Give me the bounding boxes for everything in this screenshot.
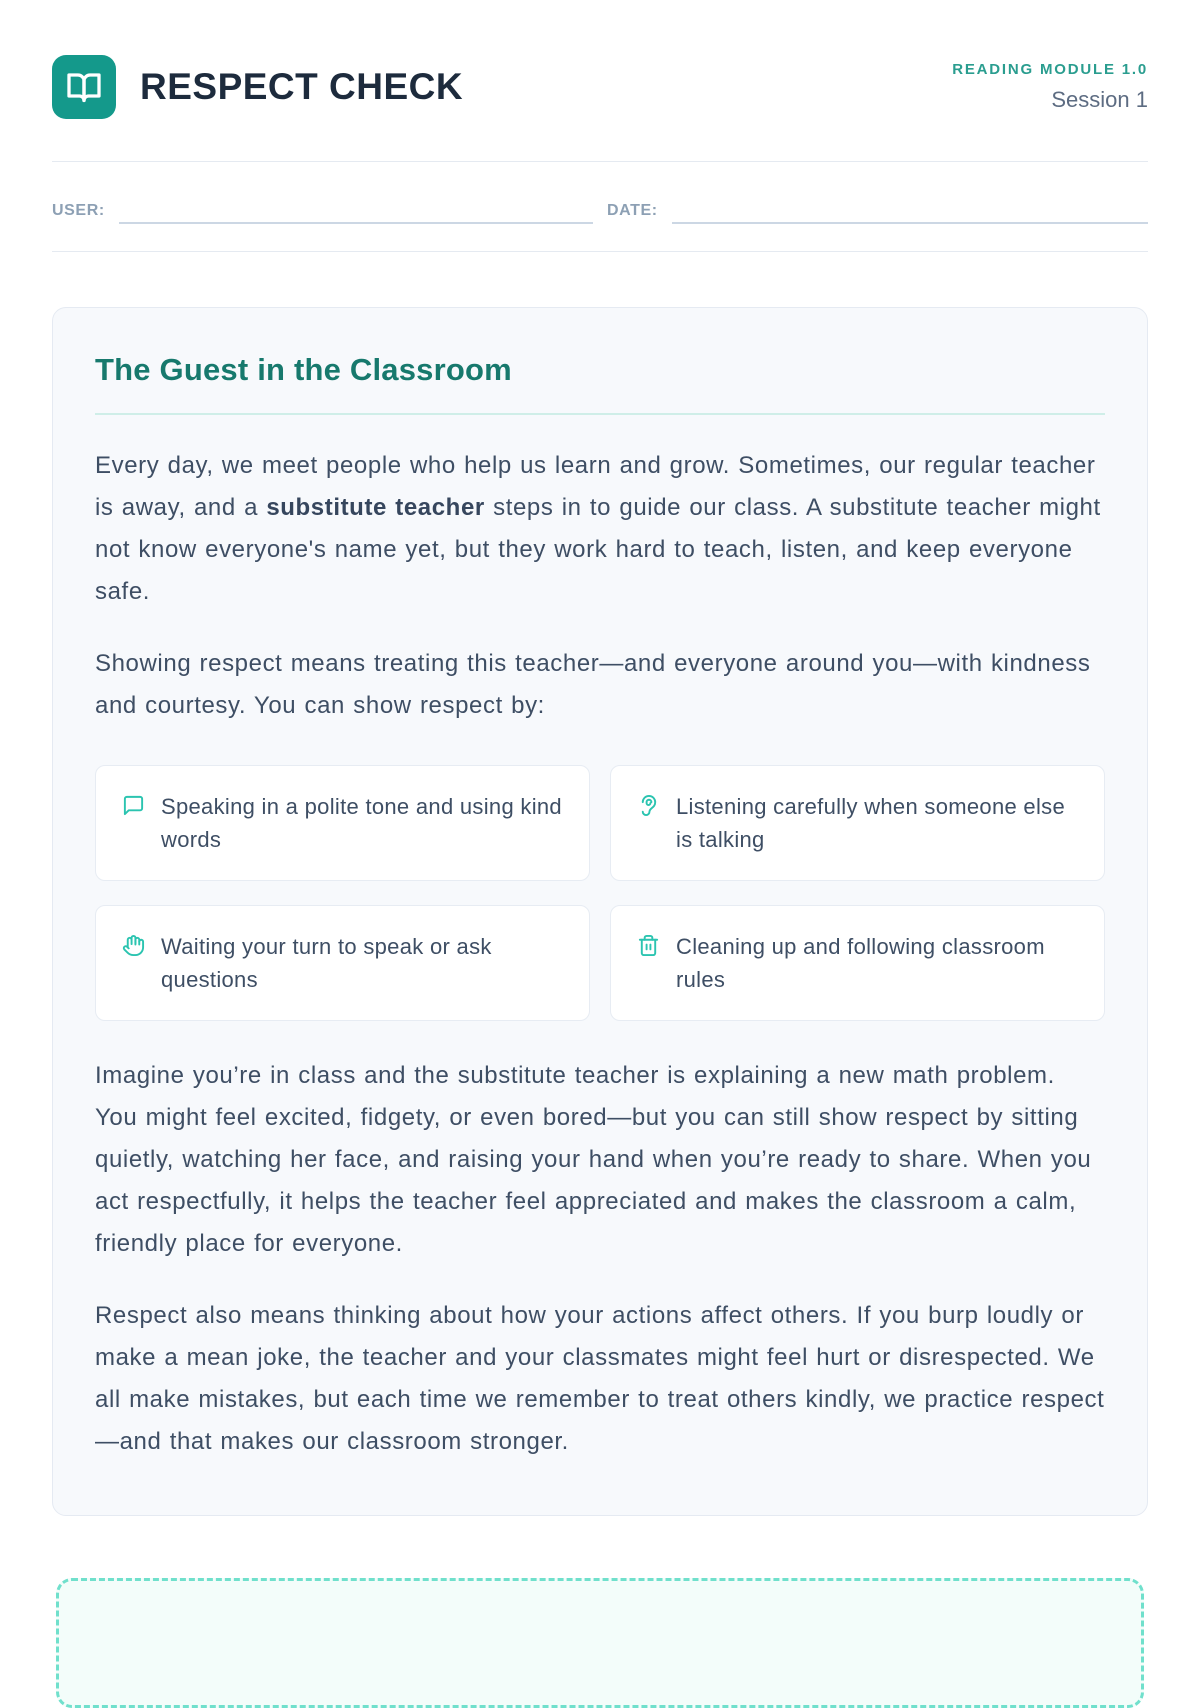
passage-paragraph-2: Showing respect means treating this teacher—and everyone around you—with kindness and courtesy. You can show respect by: <box>95 650 1091 719</box>
tip-card-waiting <box>95 905 590 1021</box>
tip-card-speaking <box>95 765 590 881</box>
header-divider <box>52 161 1148 162</box>
respect-tips-grid <box>95 765 1105 1021</box>
user-input-line[interactable] <box>119 196 593 224</box>
date-field <box>607 196 1148 224</box>
raised-hand-icon <box>122 934 145 957</box>
user-label: USER: <box>52 202 105 219</box>
reading-passage-card <box>52 307 1148 1516</box>
tip-text: Speaking in a polite tone and using kind words <box>161 794 562 852</box>
header <box>52 55 1148 119</box>
session-label: Session 1 <box>1051 87 1148 112</box>
app-title: RESPECT CHECK <box>140 66 464 107</box>
trash-icon <box>637 934 660 957</box>
logo-row <box>52 55 463 119</box>
header-meta <box>952 61 1148 113</box>
passage-paragraph-3: Imagine you’re in class and the substitute teacher is explaining a new math problem. You might feel excited, fidgety, or even bored—but you can still show respect by sitting quietly, watching her face, and raising your hand when you’re ready to share. When you act respectfully, it helps the teacher feel appreciated and makes the classroom a calm, friendly place for everyone. <box>95 1062 1092 1257</box>
speech-bubble-icon <box>122 794 145 817</box>
bold-term: substitute teacher <box>266 494 485 521</box>
passage-paragraph-4: Respect also means thinking about how your actions affect others. If you burp loudly or make a mean joke, the teacher and your classmates might feel hurt or disrespected. We all make mistakes, but each time we remember to treat others kindly, we practice respect—and that makes our classroom stronger. <box>95 1302 1105 1455</box>
meta-divider <box>52 251 1148 252</box>
answer-box[interactable] <box>56 1578 1144 1708</box>
user-field <box>52 196 593 224</box>
tip-text: Listening carefully when someone else is talking <box>676 794 1065 852</box>
app-logo <box>52 55 116 119</box>
module-label: READING MODULE 1.0 <box>952 61 1148 78</box>
date-label: DATE: <box>607 202 658 219</box>
passage-paragraph-1 <box>95 445 1105 613</box>
meta-row <box>52 196 1148 224</box>
tip-text: Cleaning up and following classroom rules <box>676 934 1045 992</box>
ear-icon <box>637 794 660 817</box>
date-input-line[interactable] <box>672 196 1148 224</box>
open-book-icon <box>66 69 102 105</box>
paragraph-text: Every day, we meet people who help us learn and grow. Sometimes, our regular teacher is away, and a <box>95 452 1096 521</box>
passage-title: The Guest in the Classroom <box>95 352 512 387</box>
tip-card-listening <box>610 765 1105 881</box>
tip-text: Waiting your turn to speak or ask questions <box>161 934 492 992</box>
tip-card-cleaning <box>610 905 1105 1021</box>
paragraph-text: steps in to guide our class. A substitute teacher might not know everyone's name yet, but they work hard to teach, listen, and keep everyone safe. <box>95 494 1101 605</box>
title-underline <box>95 413 1105 415</box>
